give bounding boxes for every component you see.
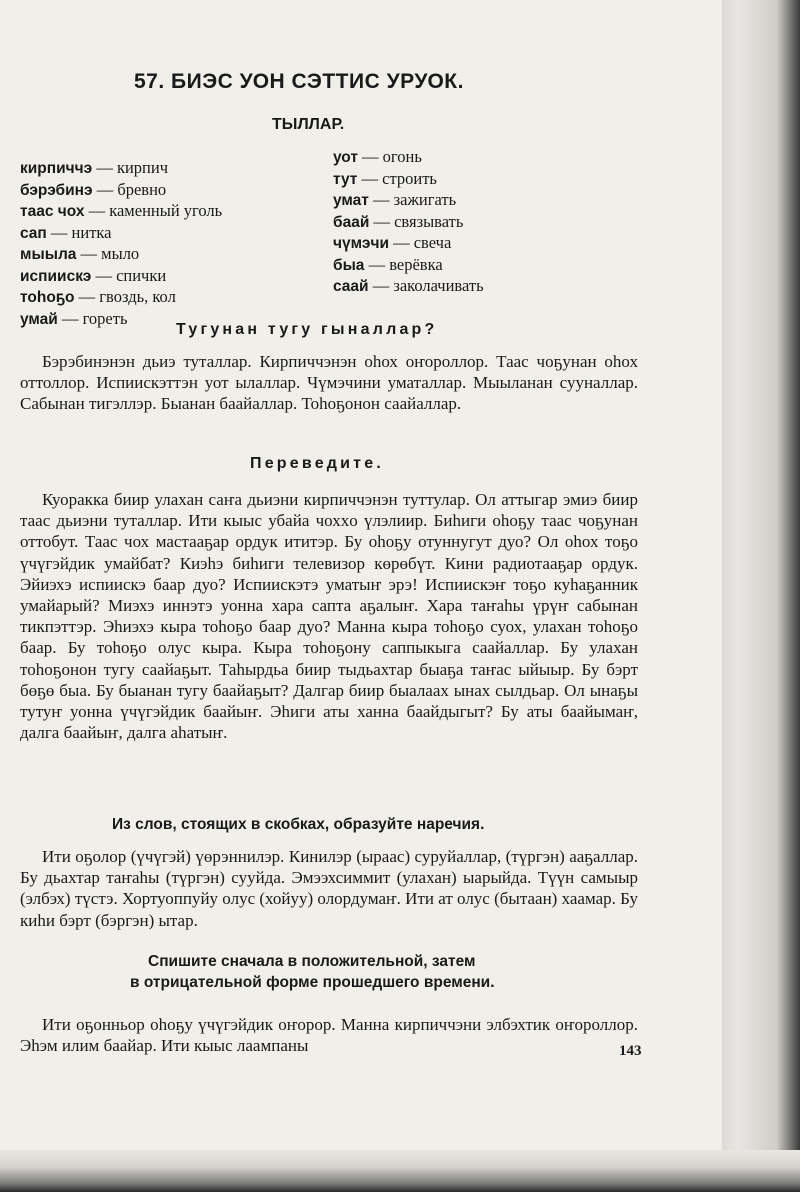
vocab-translation: — заколачивать xyxy=(368,276,484,295)
vocab-entry xyxy=(333,169,484,191)
vocab-entry xyxy=(333,233,484,255)
vocab-word: чүмэчи xyxy=(333,235,389,252)
section-heading-adverbs: Из слов, стоящих в скобках, образуйте наречия. xyxy=(112,816,485,833)
vocab-translation: — спички xyxy=(91,265,167,285)
vocab-translation: — строить xyxy=(357,168,437,188)
section-text-what-with: Бэрэбинэнэн дьиэ туталлар. Кирпиччэнэн оһох оҥороллор. Таас чоҕунан оһох оттоллор. Испиискэттэн уот ылаллар. Чүмэчини уматаллар. Мыыланан сууналлар. Сабынан тигэллэр. Быанан баайаллар. Тоһоҕонон саайаллар. xyxy=(20,352,638,414)
vocab-word: бэрэбинэ xyxy=(20,181,93,199)
lesson-title: 57. БИЭС УОН СЭТТИС УРУОК. xyxy=(134,70,464,93)
vocab-word: мыыла xyxy=(20,246,77,263)
vocab-entry xyxy=(333,255,484,277)
section-heading-translate: Переведите. xyxy=(250,455,384,472)
vocab-entry xyxy=(20,244,222,266)
vocab-translation: — гореть xyxy=(57,308,128,328)
vocab-word: тут xyxy=(333,170,358,188)
vocab-word: кирпиччэ xyxy=(20,160,93,177)
vocab-translation: — кирпич xyxy=(92,158,169,177)
vocab-list-right xyxy=(333,147,484,298)
section-heading-what-with: Тугунан тугу гыналлар? xyxy=(176,321,438,338)
vocab-translation: — верёвка xyxy=(364,254,443,274)
vocab-entry xyxy=(333,190,484,212)
vocab-word: умай xyxy=(20,310,58,328)
vocab-word: сап xyxy=(20,224,47,242)
vocab-heading: ТЫЛЛАР. xyxy=(272,116,345,133)
vocab-entry xyxy=(20,201,222,223)
vocab-entry xyxy=(20,266,222,288)
vocab-word: тоһоҕо xyxy=(20,289,75,306)
page-edge-bottom xyxy=(0,1150,800,1192)
vocab-entry xyxy=(333,147,484,169)
section-text-adverbs: Ити оҕолор (үчүгэй) үөрэннилэр. Кинилэр (ыраас) суруйаллар, (түргэн) ааҕаллар. Бу дьахтар таҥаһы (түргэн) сууйда. Эмээхсиммит (улахан) ыарыйда. Түүн самыыр (элбэх) түстэ. Хортуоппуйу олус (хойуу) олордумаҥ. Ити ат олус (бытаан) хаамар. Бу киһи бэрт (бэргэн) ытар. xyxy=(20,847,638,930)
vocab-list-left xyxy=(20,158,222,330)
vocab-entry xyxy=(20,158,222,180)
vocab-translation: — гвоздь, кол xyxy=(74,287,176,306)
vocab-translation: — бревно xyxy=(92,179,167,199)
vocab-translation: — мыло xyxy=(76,244,140,263)
section-heading-past-tense-line2: в отрицательной форме прошедшего времени. xyxy=(130,974,495,991)
vocab-translation: — огонь xyxy=(357,147,422,166)
vocab-translation: — каменный уголь xyxy=(84,201,223,220)
vocab-translation: — зажигать xyxy=(368,190,457,209)
vocab-word: таас чох xyxy=(20,203,85,220)
vocab-entry xyxy=(20,180,222,202)
vocab-word: саай xyxy=(333,278,369,295)
vocab-word: умат xyxy=(333,192,369,209)
vocab-translation: — связывать xyxy=(369,211,464,231)
vocab-word: быа xyxy=(333,256,365,274)
vocab-word: испиискэ xyxy=(20,267,92,285)
section-heading-past-tense-line1: Спишите сначала в положительной, затем xyxy=(148,953,476,970)
vocab-word: уот xyxy=(333,149,358,166)
section-text-past-tense: Ити оҕонньор оһоҕу үчүгэйдик оҥорор. Манна кирпиччэни элбэхтик оҥороллор. Эһэм илим баайар. Ити кыыс лаампаны xyxy=(20,1015,638,1056)
vocab-entry xyxy=(20,223,222,245)
vocab-entry xyxy=(20,287,222,309)
page-number: 143 xyxy=(619,1043,642,1059)
vocab-entry xyxy=(333,276,484,298)
vocab-translation: — нитка xyxy=(46,222,112,242)
section-text-translate: Куоракка биир улахан саҥа дьиэни кирпиччэнэн туттулар. Ол аттыгар эмиэ биир таас дьиэни туталлар. Ити кыыс убайа чохxо үлэлиир. Биһиги оһоҕу таас чоҕунан оттобут. Таас чох мастааҕар ордук ититэр. Бу оһоҕу отуннугут дуо? Ол оһох тоҕо үчүгэйдик умайбат? Киэһэ биһиги телевизор көрөбүт. Кини радиотааҕар ордук. Эйиэхэ испиискэ баар дуо? Испиискэтэ уматыҥ эрэ! Испиискэҥ тоҕо куһаҕанник умайарый? Миэхэ иннэтэ уонна хара сапта аҕалыҥ. Хара таҥаһы үрүҥ сабынан тикпэттэр. Эһиэхэ кыра тоһоҕо баар дуо? Манна кыра тоһоҕо суох, улахан тоһоҕо баар. Бу тоһоҕо олус кыра. Кыра тоһоҕону саппыкыга саайаллар. Бу улахан тоһоҕонон тугу саайаҕыт. Таһырдьа биир тыдьахтар быаҕа таҥас ыйыыр. Бу бэрт бөҕө быа. Бу быанан тугу баайаҕыт? Далгар биир быалаах ынах сылдьар. Ол ынаҕы тутуҥ уонна үчүгэйдик баайыҥ. Эһиги аты ханна баайдыгыт? Бу аты баайымаҥ, далга баайыҥ, далга аһатыҥ. xyxy=(20,490,638,743)
vocab-translation: — свеча xyxy=(388,233,452,252)
vocab-word: баай xyxy=(333,213,370,231)
vocab-entry xyxy=(333,212,484,234)
page-edge-right xyxy=(722,0,800,1192)
